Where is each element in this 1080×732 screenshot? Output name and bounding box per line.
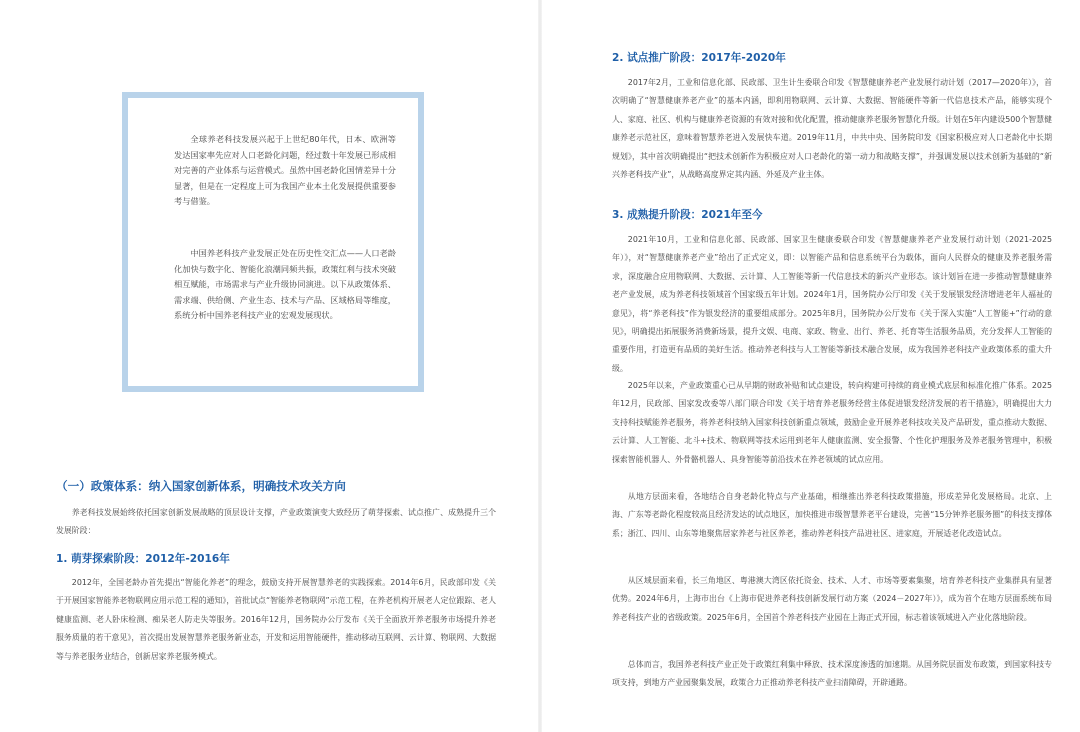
summary-box: [122, 92, 424, 392]
stage1-title: 1. 萌芽探索阶段：2012年-2016年: [56, 553, 230, 565]
stage3-paragraph-2: 2025年以来，产业政策重心已从早期的财政补贴和试点建设，转向构建可持续的商业模式底层和标准化推广体系。2025年12月，民政部、国家发改委等八部门联合印发《关于培育养老服务经营主体促进银发经济发展的若干措施》，明确提出大力支持科技赋能养老服务，将养老科技纳入国家科技创新重点领域，鼓励企业开展养老科技攻关及产品研发，重点推动大数据、云计算、人工智能、北斗+技术、物联网等技术运用到老年人健康监测、安全报警、个性化护理服务及养老服务管理中，积极探索智能机器人、外骨骼机器人、具身智能等前沿技术在养老领域的试点应用。: [612, 381, 1052, 464]
stage3-paragraph-1: 2021年10月，工业和信息化部、民政部、国家卫生健康委联合印发《智慧健康养老产业发展行动计划（2021-2025年）》，对“智慧健康养老产业”给出了正式定义，即：以智能产品和信息系统平台为载体，面向人民群众的健康及养老服务需求，深度融合应用物联网、大数据、云计算、人工智能等新一代信息技术的新兴产业形态。该计划旨在进一步推动智慧健康养老产业发展，成为养老科技领域首个国家级五年计划。2024年1月，国务院办公厅印发《关于发展银发经济增进老年人福祉的意见》，将“养老科技”作为银发经济的重要组成部分。2025年8月，国务院办公厅发布《关于深入实施“人工智能+”行动的意见》，明确提出拓展服务消费新场景，提升文娱、电商、家政、物业、出行、养老、托育等生活服务品质，充分发挥人工智能的重要作用，打造更有品质的美好生活。推动养老科技与人工智能等新技术融合发展，成为我国养老科技产业政策体系的重大升级。: [612, 235, 1052, 373]
stage3-paragraph-3: 从地方层面来看，各地结合自身老龄化特点与产业基础，相继推出养老科技政策措施，形成差异化发展格局。北京、上海、广东等老龄化程度较高且经济发达的试点地区，加快推进市级智慧养老平台建设，完善“15分钟养老服务圈”的科技支撑体系；浙江、四川、山东等地聚焦居家养老与社区养老，推动养老科技产品进社区、进家庭，开展适老化改造试点。: [612, 492, 1052, 538]
summary-paragraph-1: 全球养老科技发展兴起于上世纪80年代，日本、欧洲等发达国家率先应对人口老龄化问题，经过数十年发展已形成相对完善的产业体系与运营模式。虽然中国老龄化国情差异十分显著，但是在一定程度上可为我国产业本土化发展提供重要参考与借鉴。: [174, 134, 396, 207]
section-intro: 养老科技发展始终依托国家创新发展战略的顶层设计支撑，产业政策演变大致经历了萌芽探索、试点推广、成熟提升三个发展阶段：: [56, 508, 496, 536]
section-title-policy: （一）政策体系：纳入国家创新体系，明确技术攻关方向: [56, 479, 346, 493]
stage3-paragraph-5: 总体而言，我国养老科技产业正处于政策红利集中释放、技术深度渗透的加速期。从国务院层面发布政策，到国家科技专项支持，到地方产业园聚集发展，政策合力正推动养老科技产业扫清障碍，开辟通路。: [612, 660, 1052, 688]
stage1-text: 2012年，全国老龄办首先提出“智能化养老”的理念，鼓励支持开展智慧养老的实践探索。2014年6月，民政部印发《关于开展国家智能养老物联网应用示范工程的通知》，首批试点“智能养老物联网”示范工程，在养老机构开展老人定位跟踪、老人健康监测、老人卧床检测、痴呆老人防走失等服务。2016年12月，国务院办公厅发布《关于全面放开养老服务市场提升养老服务质量的若干意见》，首次提出发展智慧养老服务新业态，开发和运用智能硬件，推动移动互联网、云计算、物联网、大数据等与养老服务业结合，创新居家养老服务模式。: [56, 578, 496, 661]
left-page: [0, 0, 538, 732]
stage3-paragraph-4: 从区域层面来看，长三角地区、粤港澳大湾区依托资金、技术、人才、市场等要素集聚，培育养老科技产业集群具有显著优势。2024年6月，上海市出台《上海市促进养老科技创新发展行动方案（2024－2027年）》，成为首个在地方层面系统布局养老科技产业的省级政策。2025年6月，全国首个养老科技产业园在上海正式开园，标志着该领域进入产业化落地阶段。: [612, 576, 1052, 622]
right-page: [542, 0, 1080, 732]
stage2-title: 2. 试点推广阶段：2017年-2020年: [612, 52, 786, 64]
stage2-text: 2017年2月，工业和信息化部、民政部、卫生计生委联合印发《智慧健康养老产业发展行动计划（2017—2020年）》，首次明确了“智慧健康养老产业”的基本内涵，即利用物联网、云计算、大数据、智能硬件等新一代信息技术产品，能够实现个人、家庭、社区、机构与健康养老资源的有效对接和优化配置，推动健康养老服务智慧化升级。计划在5年内建设500个智慧健康养老示范社区，意味着智慧养老进入发展快车道。2019年11月，中共中央、国务院印发《国家积极应对人口老龄化中长期规划》，其中首次明确提出“把技术创新作为积极应对人口老龄化的第一动力和战略支撑”，并强调发展以技术创新为基础的“新兴养老科技产业”，从战略高度界定其内涵、外延及产业主体。: [612, 78, 1052, 180]
summary-paragraph-2: 中国养老科技产业发展正处在历史性交汇点——人口老龄化加快与数字化、智能化浪潮同频共振，政策红利与技术突破相互赋能，市场需求与产业升级协同演进。以下从政策体系、需求端、供给侧、产业生态、技术与产品、区域格局等维度，系统分析中国养老科技产业的宏观发展现状。: [174, 248, 396, 321]
stage3-title: 3. 成熟提升阶段：2021年至今: [612, 209, 763, 221]
